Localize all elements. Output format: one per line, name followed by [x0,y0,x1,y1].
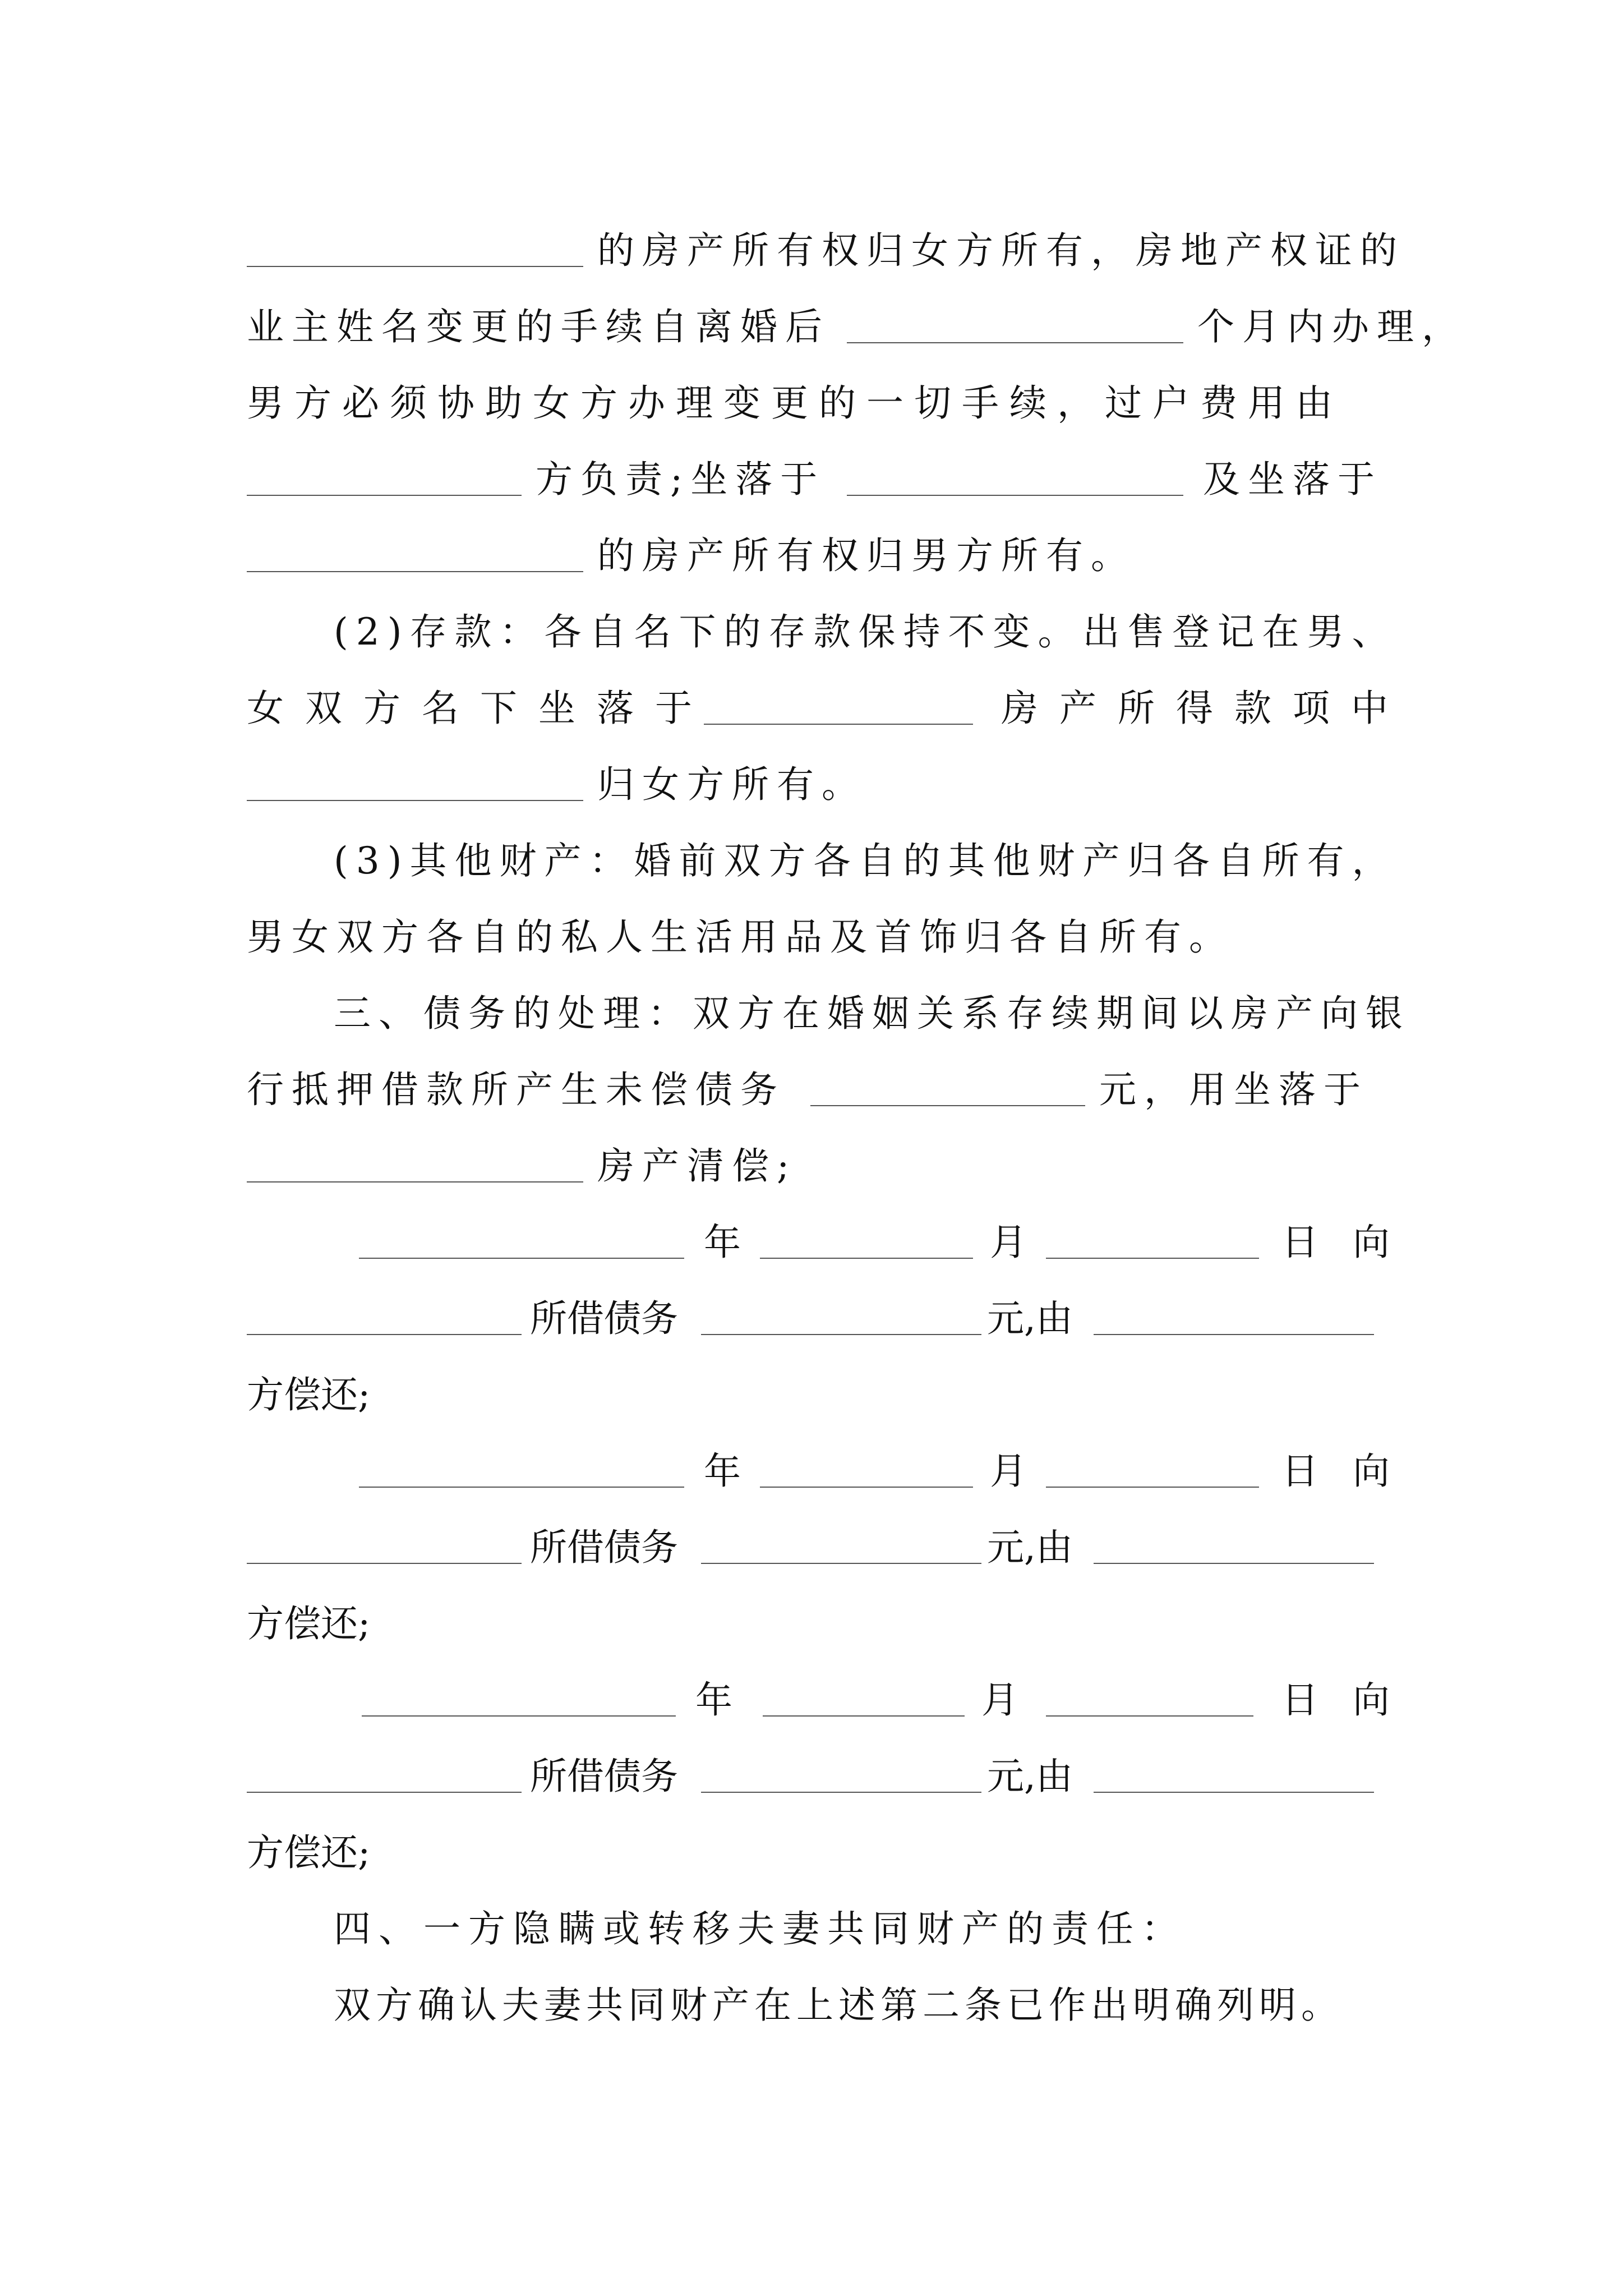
paragraph-line [0,1815,1623,1883]
text-segment: 房产清偿; [597,1144,797,1188]
text-segment: 归女方所有。 [597,763,866,806]
text-segment: 所借债务 [530,1297,678,1340]
paragraph-line [0,976,1623,1043]
paragraph-line [0,213,1623,280]
text-segment: 元,由 [987,1755,1073,1798]
creditor-blank[interactable] [247,1563,522,1564]
paragraph-line [0,366,1623,433]
paragraph-line [0,1052,1623,1120]
text-segment: 方负责;坐落于 [536,458,826,501]
text-segment: 所借债务 [530,1755,678,1798]
month-label: 月 [990,1450,1027,1493]
text-segment: 双方确认夫妻共同财产在上述第二条已作出明确列明。 [334,1984,1343,2027]
text-segment: 及坐落于 [1203,458,1382,501]
creditor-blank[interactable] [247,1334,522,1335]
paragraph-line [0,289,1623,357]
fill-blank[interactable] [247,1181,583,1182]
month-blank[interactable] [760,1258,973,1259]
fill-blank[interactable] [247,571,583,572]
paragraph-line [0,1358,1623,1425]
month-label: 月 [981,1678,1018,1722]
text-segment: 房产所得款项中 [1001,687,1409,730]
fill-blank[interactable] [247,800,583,801]
month-blank[interactable] [763,1715,965,1717]
paragraph-line [0,823,1623,891]
text-segment: 方偿还; [247,1831,371,1874]
paragraph-line [0,747,1623,815]
debt-date-line [0,1434,1623,1501]
fill-blank[interactable] [810,1105,1085,1106]
creditor-blank[interactable] [247,1792,522,1793]
day-label: 日 向 [1281,1221,1401,1264]
party-blank[interactable] [1094,1563,1374,1564]
text-segment: (2)存款：各自名下的存款保持不变。出售登记在男、 [334,610,1397,654]
day-blank[interactable] [1046,1715,1253,1717]
paragraph-line [0,518,1623,586]
text-segment: 男女双方各自的私人生活用品及首饰归各自所有。 [247,915,1234,959]
section-heading [0,1892,1623,1959]
text-segment: 男方必须协助女方办理变更的一切手续，过户费用由 [247,381,1343,425]
text-segment: 元,由 [987,1526,1073,1569]
fill-blank[interactable] [847,342,1183,343]
fill-blank[interactable] [247,495,522,496]
text-segment: 女双方名下坐落于 [247,687,713,730]
text-segment: 方偿还; [247,1373,371,1416]
debt-amount-line [0,1510,1623,1577]
amount-blank[interactable] [701,1792,981,1793]
text-segment: 的房产所有权归男方所有。 [597,534,1136,577]
debt-amount-line [0,1281,1623,1349]
paragraph-line [0,595,1623,662]
party-blank[interactable] [1094,1792,1374,1793]
text-segment: 行抵押借款所产生未偿债务 [247,1068,785,1111]
paragraph-line [0,1968,1623,2035]
debt-date-line [0,1663,1623,1730]
day-blank[interactable] [1046,1258,1259,1259]
text-segment: 的房产所有权归女方所有，房地产权证的 [597,229,1405,272]
year-label: 年 [704,1221,741,1264]
month-blank[interactable] [760,1487,973,1488]
text-segment: 所借债务 [530,1526,678,1569]
text-segment: 三、债务的处理：双方在婚姻关系存续期间以房产向银 [334,992,1410,1035]
paragraph-line [0,442,1623,509]
day-label: 日 向 [1281,1678,1401,1722]
text-segment: (3)其他财产：婚前双方各自的其他财产归各自所有， [334,839,1397,882]
fill-blank[interactable] [704,724,973,725]
text-segment: 元,由 [987,1297,1073,1340]
paragraph-line [0,671,1623,738]
text-segment: 四、一方隐瞒或转移夫妻共同财产的责任： [334,1907,1186,1950]
day-blank[interactable] [1046,1487,1259,1488]
text-segment: 元，用坐落于 [1099,1068,1368,1111]
party-blank[interactable] [1094,1334,1374,1335]
text-segment: 业主姓名变更的手续自离婚后 [247,305,830,348]
paragraph-line [0,1586,1623,1654]
debt-date-line [0,1205,1623,1272]
month-label: 月 [990,1221,1027,1264]
year-label: 年 [695,1678,732,1722]
year-label: 年 [704,1450,741,1493]
amount-blank[interactable] [701,1563,981,1564]
paragraph-line [0,900,1623,967]
year-blank[interactable] [362,1715,676,1717]
fill-blank[interactable] [247,266,583,267]
paragraph-line [0,1129,1623,1196]
fill-blank[interactable] [847,495,1183,496]
text-segment: 个月内办理， [1197,305,1467,348]
year-blank[interactable] [359,1258,684,1259]
year-blank[interactable] [359,1487,684,1488]
text-segment: 方偿还; [247,1602,371,1645]
debt-amount-line [0,1739,1623,1806]
amount-blank[interactable] [701,1334,981,1335]
day-label: 日 向 [1281,1450,1401,1493]
